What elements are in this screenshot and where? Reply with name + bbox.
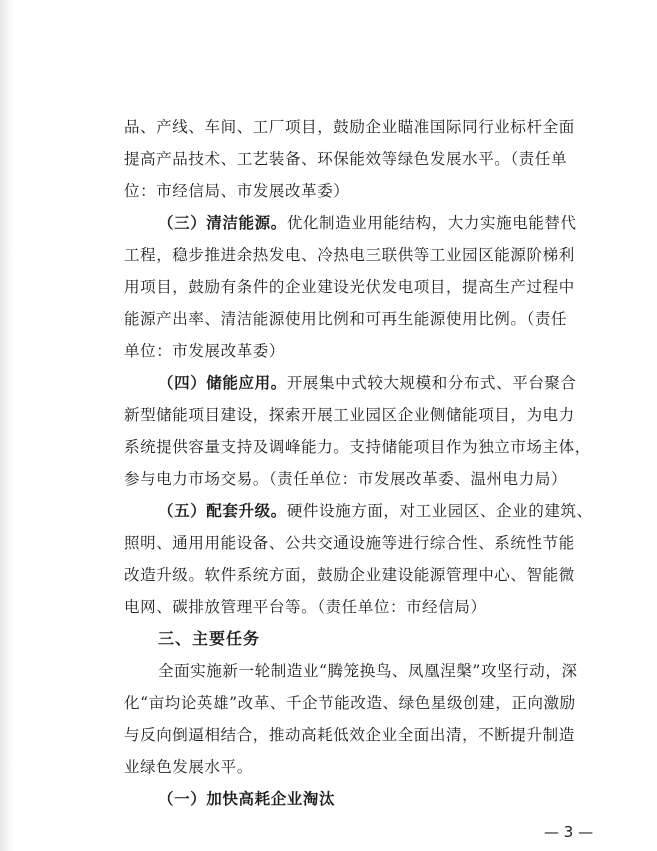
body-line: 参与电力市场交易。（责任单位：市发展改革委、温州电力局） [124,470,568,488]
section-4-text: 开展集中式较大规模和分布式、平台聚合 [286,374,577,392]
body-line: 系统提供容量支持及调峰能力。支持储能项目作为独立市场主体， [124,438,591,456]
body-line: 与反向倒逼相结合，推动高耗低效企业全面出清，不断提升制造 [124,726,575,744]
section-5-text: 硬件设施方面，对工业园区、企业的建筑、 [286,502,593,520]
body-line: 工程，稳步推进余热发电、冷热电三联供等工业园区能源阶梯利 [124,246,575,264]
section-3-text: 优化制造业用能结构，大力实施电能替代 [286,214,577,232]
body-line: 照明、通用用能设备、公共交通设施等进行综合性、系统性节能 [124,534,575,552]
page-number: — 3 — [544,823,594,841]
body-line: 改造升级。软件系统方面，鼓励企业建设能源管理中心、智能微 [124,566,575,584]
body-line: 提高产品技术、工艺装备、环保能效等绿色发展水平。（责任单 [124,150,568,168]
section-5-title: （五）配套升级。 [158,501,287,520]
subsection-heading: （一）加快高耗企业淘汰 [158,789,336,808]
body-line: 业绿色发展水平。 [124,758,253,776]
section-4-title: （四）储能应用。 [158,373,287,392]
body-line: 化“亩均论英雄”改革、千企节能改造、绿色星级创建，正向激励 [124,694,576,712]
body-line: 单位：市发展改革委） [124,342,286,360]
body-line: 能源产出率、清洁能源使用比例和可再生能源使用比例。（责任 [124,310,568,328]
section-4-first-line [158,372,577,394]
body-line: 位：市经信局、市发展改革委） [124,182,350,200]
section-3-first-line [158,212,577,234]
body-line: 电网、碳排放管理平台等。（责任单位：市经信局） [124,598,487,616]
body-line: 品、产线、车间、工厂项目，鼓励企业瞄准国际同行业标杆全面 [124,118,575,136]
body-line: 用项目，鼓励有条件的企业建设光伏发电项目，提高生产过程中 [124,278,575,296]
body-line: 全面实施新一轮制造业“腾笼换鸟、凤凰涅槃”攻坚行动，深 [158,662,578,680]
body-line: 新型储能项目建设，探索开展工业园区企业侧储能项目，为电力 [124,406,575,424]
section-5-first-line [158,500,593,522]
section-heading: 三、主要任务 [158,629,261,648]
section-3-title: （三）清洁能源。 [158,213,287,232]
